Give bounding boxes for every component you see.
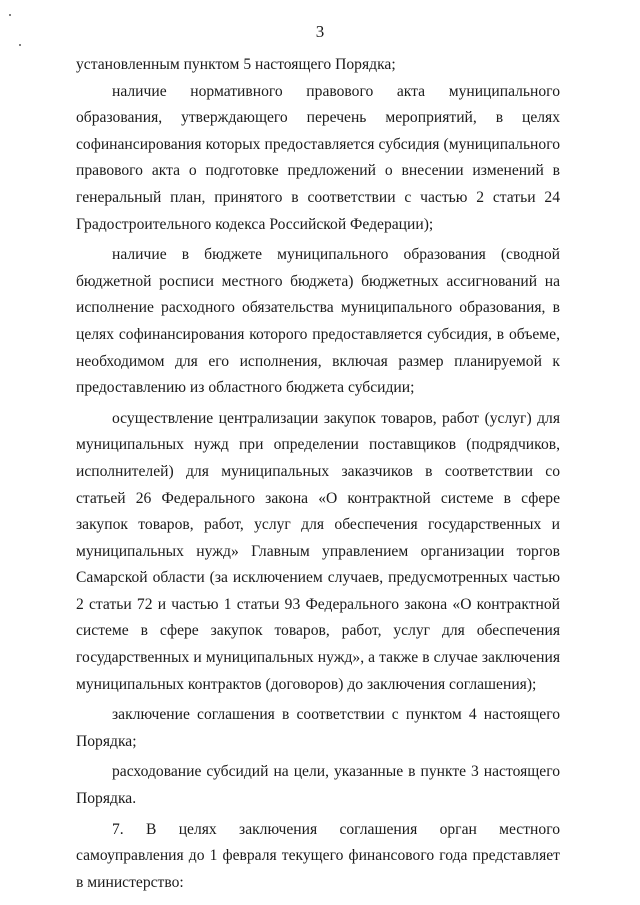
document-body	[76, 52, 560, 896]
scan-speck	[9, 14, 11, 16]
paragraph-continuation: установленным пунктом 5 настоящего Порядка;	[76, 56, 396, 73]
paragraph-subsidy-spending: расходование субсидий на цели, указанные в пункте 3 настоящего Порядка.	[76, 763, 560, 808]
paragraph-procurement-centralization: осуществление централизации закупок товаров, работ (услуг) для муниципальных нужд при определении поставщиков (подрядчиков, исполнителей) для муниципальных заказчиков в соответствии со статьей 26 Федерального закона «О контрактной системе в сфере закупок товаров, работ, услуг для обеспечения государственных и муниципальных нужд» Главным управлением организации торгов Самарской области (за исключением случаев, предусмотренных частью 2 статьи 72 и частью 1 статьи 93 Федерального закона «О контрактной системе в сфере закупок товаров, работ, услуг для обеспечения государственных и муниципальных нужд», а также в случае заключения муниципальных контрактов (договоров) до заключения соглашения);	[76, 409, 560, 693]
page-number: 3	[315, 22, 325, 41]
paragraph-budget-allocations: наличие в бюджете муниципального образования (сводной бюджетной росписи местного бюджета) бюджетных ассигнований на исполнение расходного обязательства муниципального образования, в целях софинансирования которого предоставляется субсидия, в объеме, необходимом для его исполнения, включая размер планируемой к предоставлению из областного бюджета субсидии;	[76, 246, 560, 397]
paragraph-item-7: 7. В целях заключения соглашения орган местного самоуправления до 1 февраля текущего финансового года представляет в министерство:	[76, 820, 560, 891]
paragraph-normative-act: наличие нормативного правового акта муниципального образования, утверждающего перечень мероприятий, в целях софинансирования которых предоставляется субсидия (муниципального правового акта о подготовке предложений о внесении изменений в генеральный план, принятого в соответствии с частью 2 статьи 24 Градостроительного кодекса Российской Федерации);	[76, 82, 560, 233]
paragraph-agreement-conclusion: заключение соглашения в соответствии с пунктом 4 настоящего Порядка;	[76, 706, 560, 750]
scan-speck	[19, 44, 21, 46]
